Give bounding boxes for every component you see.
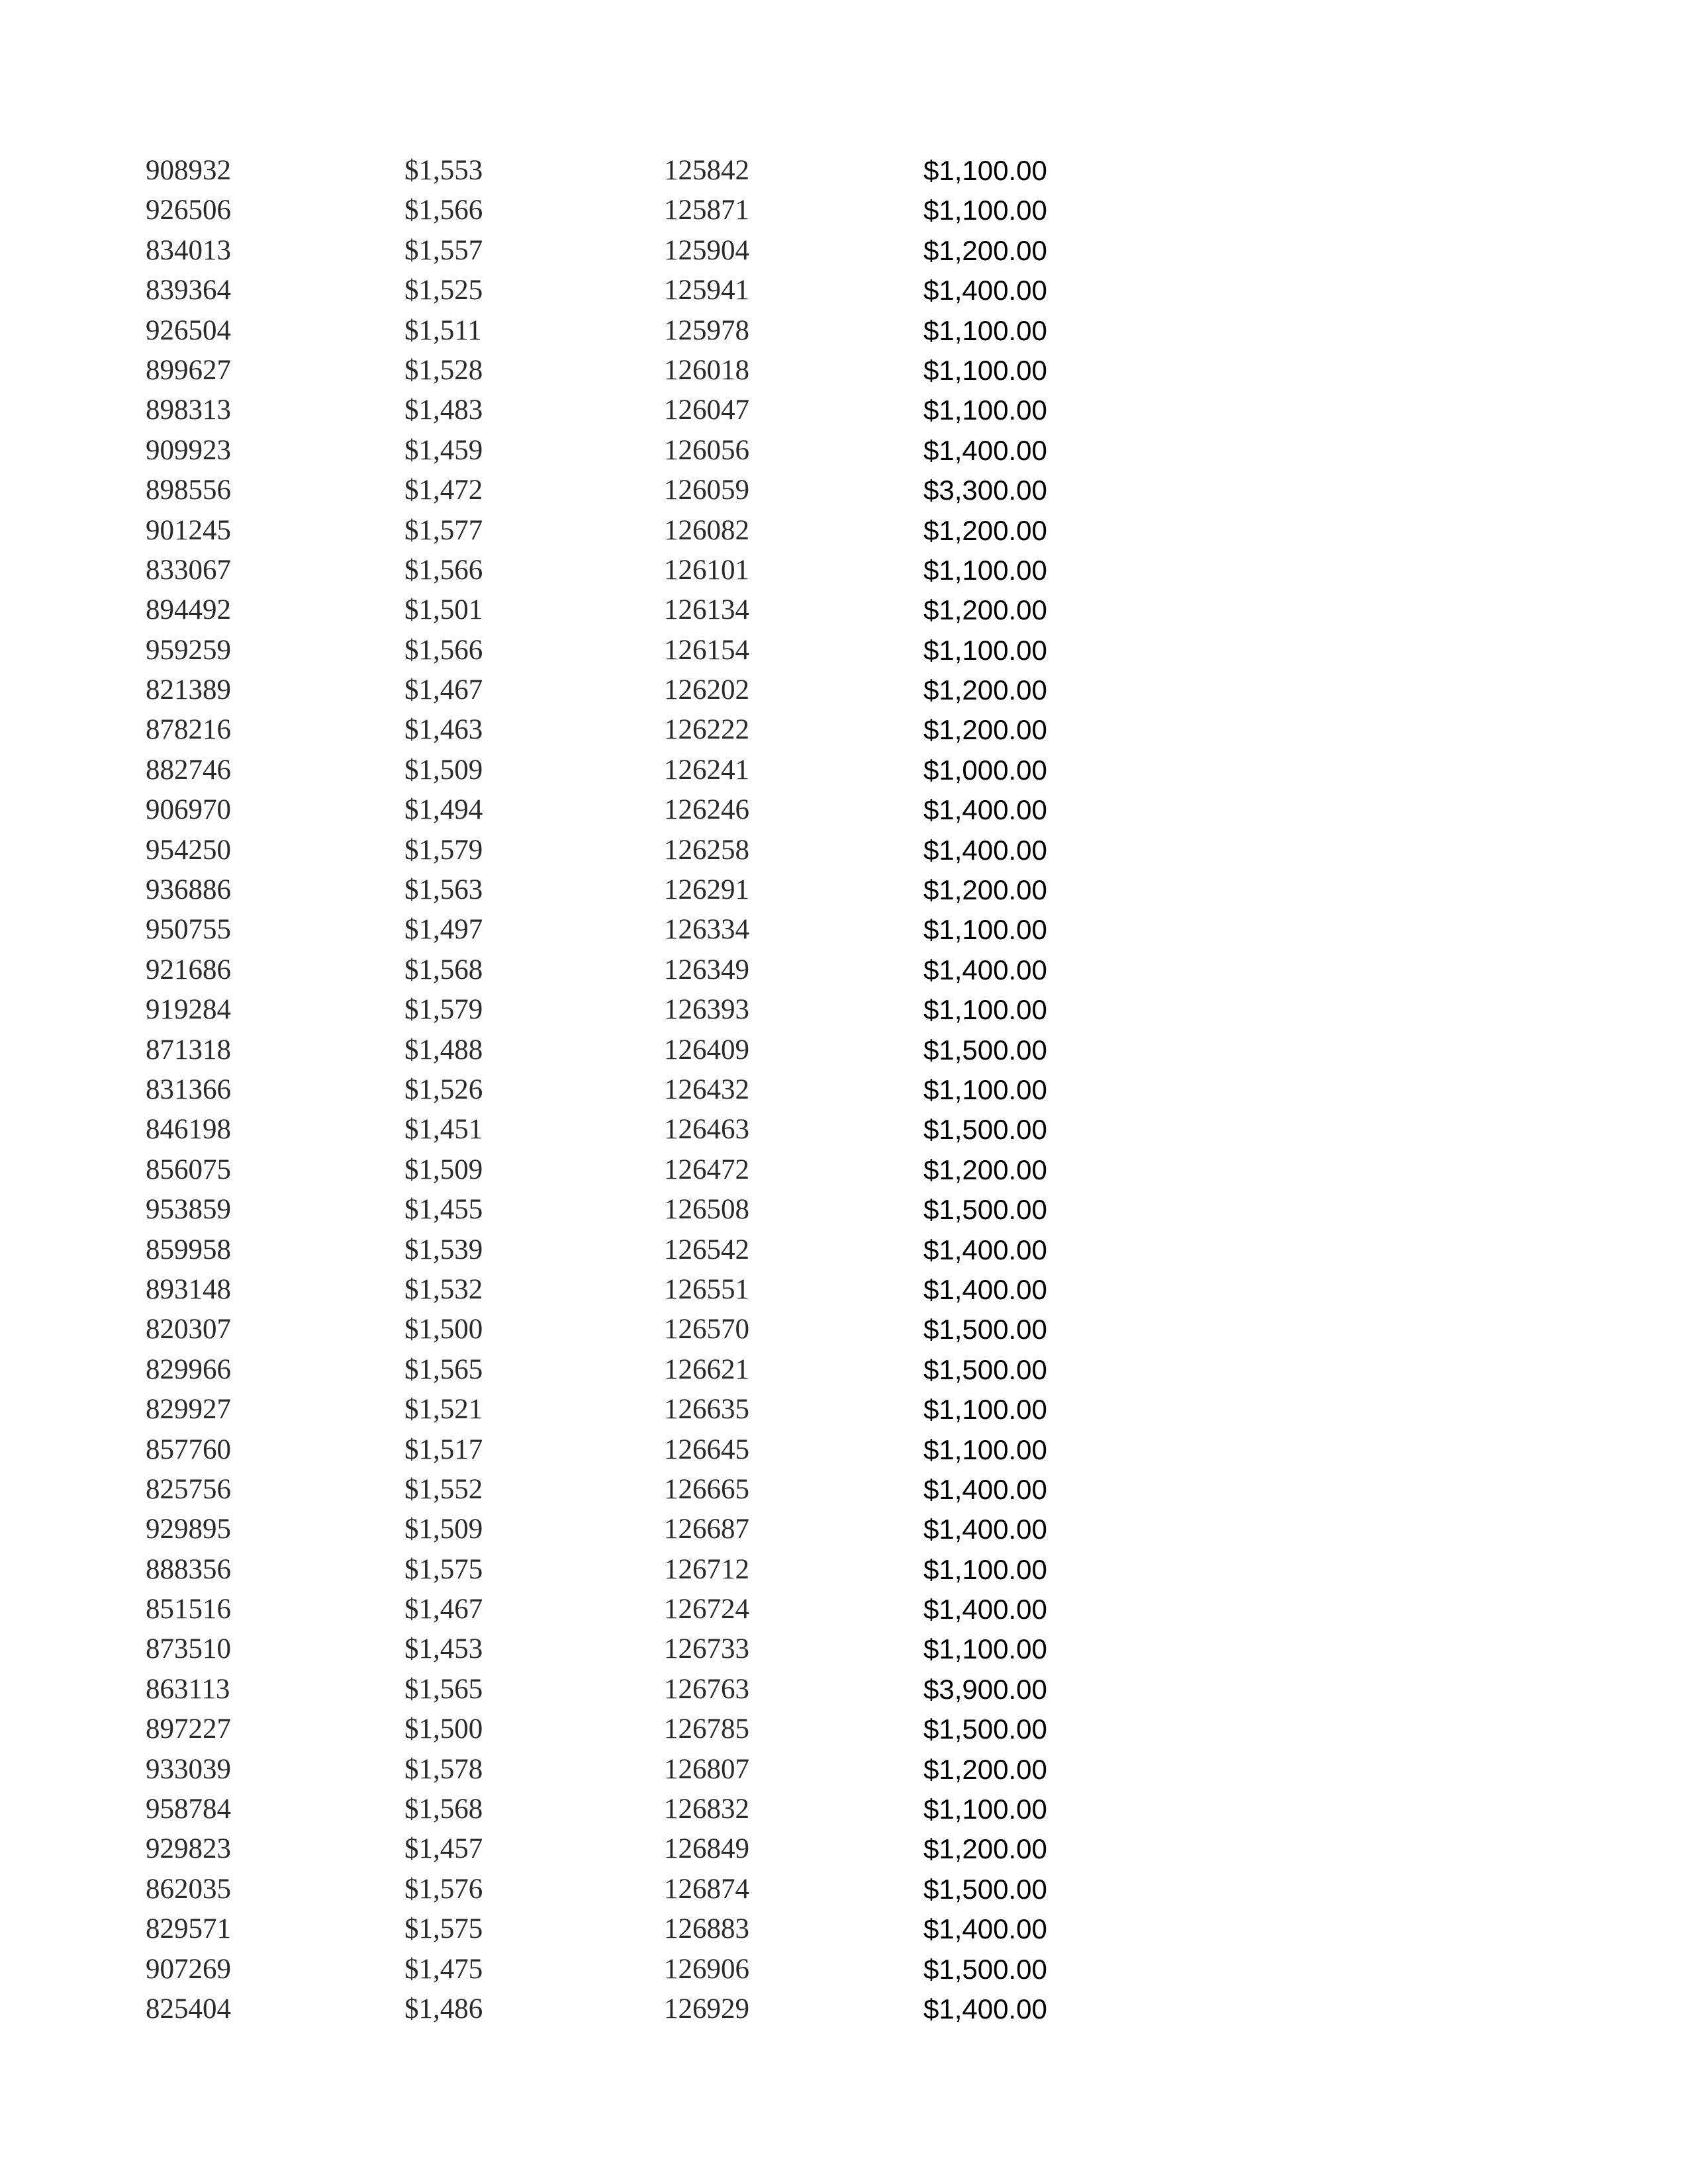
id-cell: 846198: [146, 1114, 231, 1146]
id-cell: 829966: [146, 1353, 231, 1385]
amount-cell: $1,526: [404, 1073, 483, 1105]
ref-cell: 126472: [664, 1154, 749, 1185]
amount-cell: $1,455: [404, 1194, 483, 1226]
id-cell: 959259: [146, 634, 231, 666]
value-cell: $1,200.00: [923, 874, 1047, 906]
id-cell: 882746: [146, 754, 231, 786]
ref-cell: 126409: [664, 1034, 749, 1066]
ref-cell: 126874: [664, 1873, 749, 1905]
amount-cell: $1,472: [404, 475, 483, 506]
table-row: [0, 390, 1688, 430]
id-cell: 926506: [146, 195, 231, 226]
ref-cell: 126645: [664, 1433, 749, 1465]
id-cell: 856075: [146, 1154, 231, 1185]
table-row: [0, 1430, 1688, 1470]
value-cell: $1,400.00: [923, 1993, 1047, 2025]
id-cell: 894492: [146, 594, 231, 626]
amount-cell: $1,575: [404, 1553, 483, 1585]
amount-cell: $1,563: [404, 874, 483, 906]
id-cell: 953859: [146, 1194, 231, 1226]
value-cell: $1,500.00: [923, 1114, 1047, 1146]
value-cell: $1,400.00: [923, 275, 1047, 306]
amount-cell: $1,528: [404, 354, 483, 386]
table-row: [0, 231, 1688, 271]
ref-cell: 125978: [664, 314, 749, 346]
value-cell: $1,200.00: [923, 1753, 1047, 1785]
table-row: [0, 790, 1688, 830]
table-row: [0, 1790, 1688, 1829]
value-cell: $1,100.00: [923, 1633, 1047, 1665]
ref-cell: 126832: [664, 1794, 749, 1825]
table-row: [0, 551, 1688, 590]
table-row: [0, 751, 1688, 790]
ref-cell: 126785: [664, 1713, 749, 1745]
amount-cell: $1,539: [404, 1234, 483, 1265]
table-row: [0, 191, 1688, 230]
value-cell: $1,200.00: [923, 1154, 1047, 1185]
value-cell: $1,400.00: [923, 1234, 1047, 1265]
table-row: [0, 1070, 1688, 1110]
value-cell: $1,100.00: [923, 314, 1047, 346]
amount-cell: $1,565: [404, 1673, 483, 1705]
amount-cell: $1,453: [404, 1633, 483, 1665]
id-cell: 898313: [146, 394, 231, 426]
ref-cell: 126246: [664, 794, 749, 826]
table-row: [0, 1590, 1688, 1629]
amount-cell: $1,463: [404, 714, 483, 746]
amount-cell: $1,497: [404, 914, 483, 946]
id-cell: 833067: [146, 554, 231, 586]
value-cell: $1,000.00: [923, 754, 1047, 786]
table-row: [0, 311, 1688, 351]
ref-cell: 125904: [664, 234, 749, 266]
value-cell: $1,200.00: [923, 234, 1047, 266]
value-cell: $1,400.00: [923, 1473, 1047, 1505]
data-table: [0, 151, 1688, 2033]
amount-cell: $1,553: [404, 155, 483, 186]
amount-cell: $1,509: [404, 754, 483, 786]
ref-cell: 125941: [664, 275, 749, 306]
id-cell: 857760: [146, 1433, 231, 1465]
value-cell: $1,500.00: [923, 1353, 1047, 1385]
table-row: [0, 1670, 1688, 1709]
table-row: [0, 1110, 1688, 1150]
id-cell: 825756: [146, 1473, 231, 1505]
amount-cell: $1,509: [404, 1154, 483, 1185]
ref-cell: 126101: [664, 554, 749, 586]
table-row: [0, 1190, 1688, 1230]
ref-cell: 126906: [664, 1953, 749, 1985]
value-cell: $1,100.00: [923, 394, 1047, 426]
ref-cell: 126665: [664, 1473, 749, 1505]
ref-cell: 126724: [664, 1594, 749, 1625]
ref-cell: 126570: [664, 1314, 749, 1345]
id-cell: 871318: [146, 1034, 231, 1066]
id-cell: 954250: [146, 834, 231, 866]
ref-cell: 126849: [664, 1833, 749, 1865]
id-cell: 821389: [146, 674, 231, 706]
table-row: [0, 631, 1688, 670]
ref-cell: 126542: [664, 1234, 749, 1265]
ref-cell: 126712: [664, 1553, 749, 1585]
ref-cell: 126222: [664, 714, 749, 746]
table-row: [0, 1270, 1688, 1310]
table-row: [0, 1909, 1688, 1949]
value-cell: $1,500.00: [923, 1953, 1047, 1985]
table-row: [0, 870, 1688, 910]
id-cell: 863113: [146, 1673, 230, 1705]
table-row: [0, 710, 1688, 750]
id-cell: 929823: [146, 1833, 231, 1865]
id-cell: 929895: [146, 1514, 231, 1545]
value-cell: $1,500.00: [923, 1314, 1047, 1345]
table-row: [0, 1310, 1688, 1349]
id-cell: 950755: [146, 914, 231, 946]
ref-cell: 126134: [664, 594, 749, 626]
id-cell: 839364: [146, 275, 231, 306]
amount-cell: $1,525: [404, 275, 483, 306]
amount-cell: $1,557: [404, 234, 483, 266]
value-cell: $1,400.00: [923, 434, 1047, 466]
id-cell: 893148: [146, 1273, 231, 1305]
value-cell: $1,100.00: [923, 1553, 1047, 1585]
table-row: [0, 1510, 1688, 1549]
value-cell: $1,200.00: [923, 714, 1047, 746]
value-cell: $1,100.00: [923, 994, 1047, 1026]
table-row: [0, 1030, 1688, 1070]
id-cell: 862035: [146, 1873, 231, 1905]
table-row: [0, 471, 1688, 510]
id-cell: 829927: [146, 1394, 231, 1426]
ref-cell: 126621: [664, 1353, 749, 1385]
ref-cell: 126202: [664, 674, 749, 706]
ref-cell: 126291: [664, 874, 749, 906]
ref-cell: 125871: [664, 195, 749, 226]
amount-cell: $1,500: [404, 1314, 483, 1345]
amount-cell: $1,457: [404, 1833, 483, 1865]
value-cell: $3,300.00: [923, 475, 1047, 506]
id-cell: 921686: [146, 954, 231, 985]
ref-cell: 126349: [664, 954, 749, 985]
ref-cell: 126393: [664, 994, 749, 1026]
value-cell: $1,100.00: [923, 155, 1047, 186]
ref-cell: 126241: [664, 754, 749, 786]
value-cell: $1,500.00: [923, 1713, 1047, 1745]
value-cell: $1,500.00: [923, 1194, 1047, 1226]
value-cell: $1,400.00: [923, 1913, 1047, 1945]
table-row: [0, 1150, 1688, 1190]
amount-cell: $1,459: [404, 434, 483, 466]
amount-cell: $1,486: [404, 1993, 483, 2025]
table-row: [0, 1870, 1688, 1909]
value-cell: $1,100.00: [923, 1073, 1047, 1105]
id-cell: 829571: [146, 1913, 231, 1945]
ref-cell: 126059: [664, 475, 749, 506]
ref-cell: 126463: [664, 1114, 749, 1146]
ref-cell: 126082: [664, 514, 749, 546]
id-cell: 888356: [146, 1553, 231, 1585]
id-cell: 873510: [146, 1633, 231, 1665]
id-cell: 901245: [146, 514, 231, 546]
id-cell: 907269: [146, 1953, 231, 1985]
ref-cell: 126687: [664, 1514, 749, 1545]
ref-cell: 126056: [664, 434, 749, 466]
value-cell: $3,900.00: [923, 1673, 1047, 1705]
table-row: [0, 1390, 1688, 1430]
amount-cell: $1,467: [404, 1594, 483, 1625]
ref-cell: 126432: [664, 1073, 749, 1105]
id-cell: 958784: [146, 1794, 231, 1825]
value-cell: $1,400.00: [923, 954, 1047, 985]
value-cell: $1,100.00: [923, 1394, 1047, 1426]
table-row: [0, 1750, 1688, 1790]
value-cell: $1,500.00: [923, 1034, 1047, 1066]
table-row: [0, 151, 1688, 191]
table-row: [0, 351, 1688, 390]
id-cell: 919284: [146, 994, 231, 1026]
amount-cell: $1,475: [404, 1953, 483, 1985]
amount-cell: $1,488: [404, 1034, 483, 1066]
table-row: [0, 831, 1688, 870]
id-cell: 908932: [146, 155, 231, 186]
amount-cell: $1,500: [404, 1713, 483, 1745]
amount-cell: $1,566: [404, 554, 483, 586]
id-cell: 831366: [146, 1073, 231, 1105]
amount-cell: $1,579: [404, 994, 483, 1026]
amount-cell: $1,501: [404, 594, 483, 626]
value-cell: $1,200.00: [923, 514, 1047, 546]
amount-cell: $1,565: [404, 1353, 483, 1385]
value-cell: $1,200.00: [923, 594, 1047, 626]
id-cell: 933039: [146, 1753, 231, 1785]
amount-cell: $1,532: [404, 1273, 483, 1305]
value-cell: $1,100.00: [923, 554, 1047, 586]
table-row: [0, 990, 1688, 1030]
ref-cell: 125842: [664, 155, 749, 186]
value-cell: $1,400.00: [923, 1273, 1047, 1305]
value-cell: $1,100.00: [923, 1433, 1047, 1465]
value-cell: $1,400.00: [923, 1514, 1047, 1545]
id-cell: 909923: [146, 434, 231, 466]
amount-cell: $1,511: [404, 314, 482, 346]
id-cell: 851516: [146, 1594, 231, 1625]
amount-cell: $1,575: [404, 1913, 483, 1945]
value-cell: $1,100.00: [923, 195, 1047, 226]
table-row: [0, 511, 1688, 551]
id-cell: 926504: [146, 314, 231, 346]
table-row: [0, 1470, 1688, 1510]
ref-cell: 126763: [664, 1673, 749, 1705]
value-cell: $1,400.00: [923, 834, 1047, 866]
amount-cell: $1,483: [404, 394, 483, 426]
value-cell: $1,200.00: [923, 674, 1047, 706]
ref-cell: 126733: [664, 1633, 749, 1665]
amount-cell: $1,521: [404, 1394, 483, 1426]
amount-cell: $1,578: [404, 1753, 483, 1785]
ref-cell: 126807: [664, 1753, 749, 1785]
ref-cell: 126047: [664, 394, 749, 426]
ref-cell: 126883: [664, 1913, 749, 1945]
table-row: [0, 910, 1688, 950]
ref-cell: 126508: [664, 1194, 749, 1226]
ref-cell: 126551: [664, 1273, 749, 1305]
table-row: [0, 670, 1688, 710]
table-row: [0, 1629, 1688, 1669]
id-cell: 936886: [146, 874, 231, 906]
id-cell: 897227: [146, 1713, 231, 1745]
amount-cell: $1,566: [404, 195, 483, 226]
id-cell: 834013: [146, 234, 231, 266]
value-cell: $1,400.00: [923, 794, 1047, 826]
amount-cell: $1,509: [404, 1514, 483, 1545]
amount-cell: $1,579: [404, 834, 483, 866]
amount-cell: $1,552: [404, 1473, 483, 1505]
amount-cell: $1,568: [404, 954, 483, 985]
amount-cell: $1,517: [404, 1433, 483, 1465]
table-row: [0, 271, 1688, 310]
id-cell: 825404: [146, 1993, 231, 2025]
amount-cell: $1,576: [404, 1873, 483, 1905]
value-cell: $1,100.00: [923, 354, 1047, 386]
amount-cell: $1,566: [404, 634, 483, 666]
ref-cell: 126154: [664, 634, 749, 666]
id-cell: 898556: [146, 475, 231, 506]
amount-cell: $1,577: [404, 514, 483, 546]
value-cell: $1,100.00: [923, 634, 1047, 666]
table-row: [0, 1350, 1688, 1390]
value-cell: $1,100.00: [923, 1794, 1047, 1825]
table-row: [0, 1950, 1688, 1989]
ref-cell: 126334: [664, 914, 749, 946]
table-row: [0, 431, 1688, 471]
table-row: [0, 1230, 1688, 1270]
value-cell: $1,100.00: [923, 914, 1047, 946]
amount-cell: $1,451: [404, 1114, 483, 1146]
id-cell: 906970: [146, 794, 231, 826]
id-cell: 899627: [146, 354, 231, 386]
table-row: [0, 1550, 1688, 1590]
table-row: [0, 590, 1688, 630]
amount-cell: $1,568: [404, 1794, 483, 1825]
table-row: [0, 950, 1688, 990]
id-cell: 859958: [146, 1234, 231, 1265]
table-row: [0, 1989, 1688, 2033]
table-row: [0, 1829, 1688, 1869]
id-cell: 878216: [146, 714, 231, 746]
value-cell: $1,500.00: [923, 1873, 1047, 1905]
ref-cell: 126258: [664, 834, 749, 866]
id-cell: 820307: [146, 1314, 231, 1345]
value-cell: $1,400.00: [923, 1594, 1047, 1625]
amount-cell: $1,494: [404, 794, 483, 826]
value-cell: $1,200.00: [923, 1833, 1047, 1865]
amount-cell: $1,467: [404, 674, 483, 706]
ref-cell: 126018: [664, 354, 749, 386]
table-row: [0, 1709, 1688, 1749]
ref-cell: 126929: [664, 1993, 749, 2025]
ref-cell: 126635: [664, 1394, 749, 1426]
